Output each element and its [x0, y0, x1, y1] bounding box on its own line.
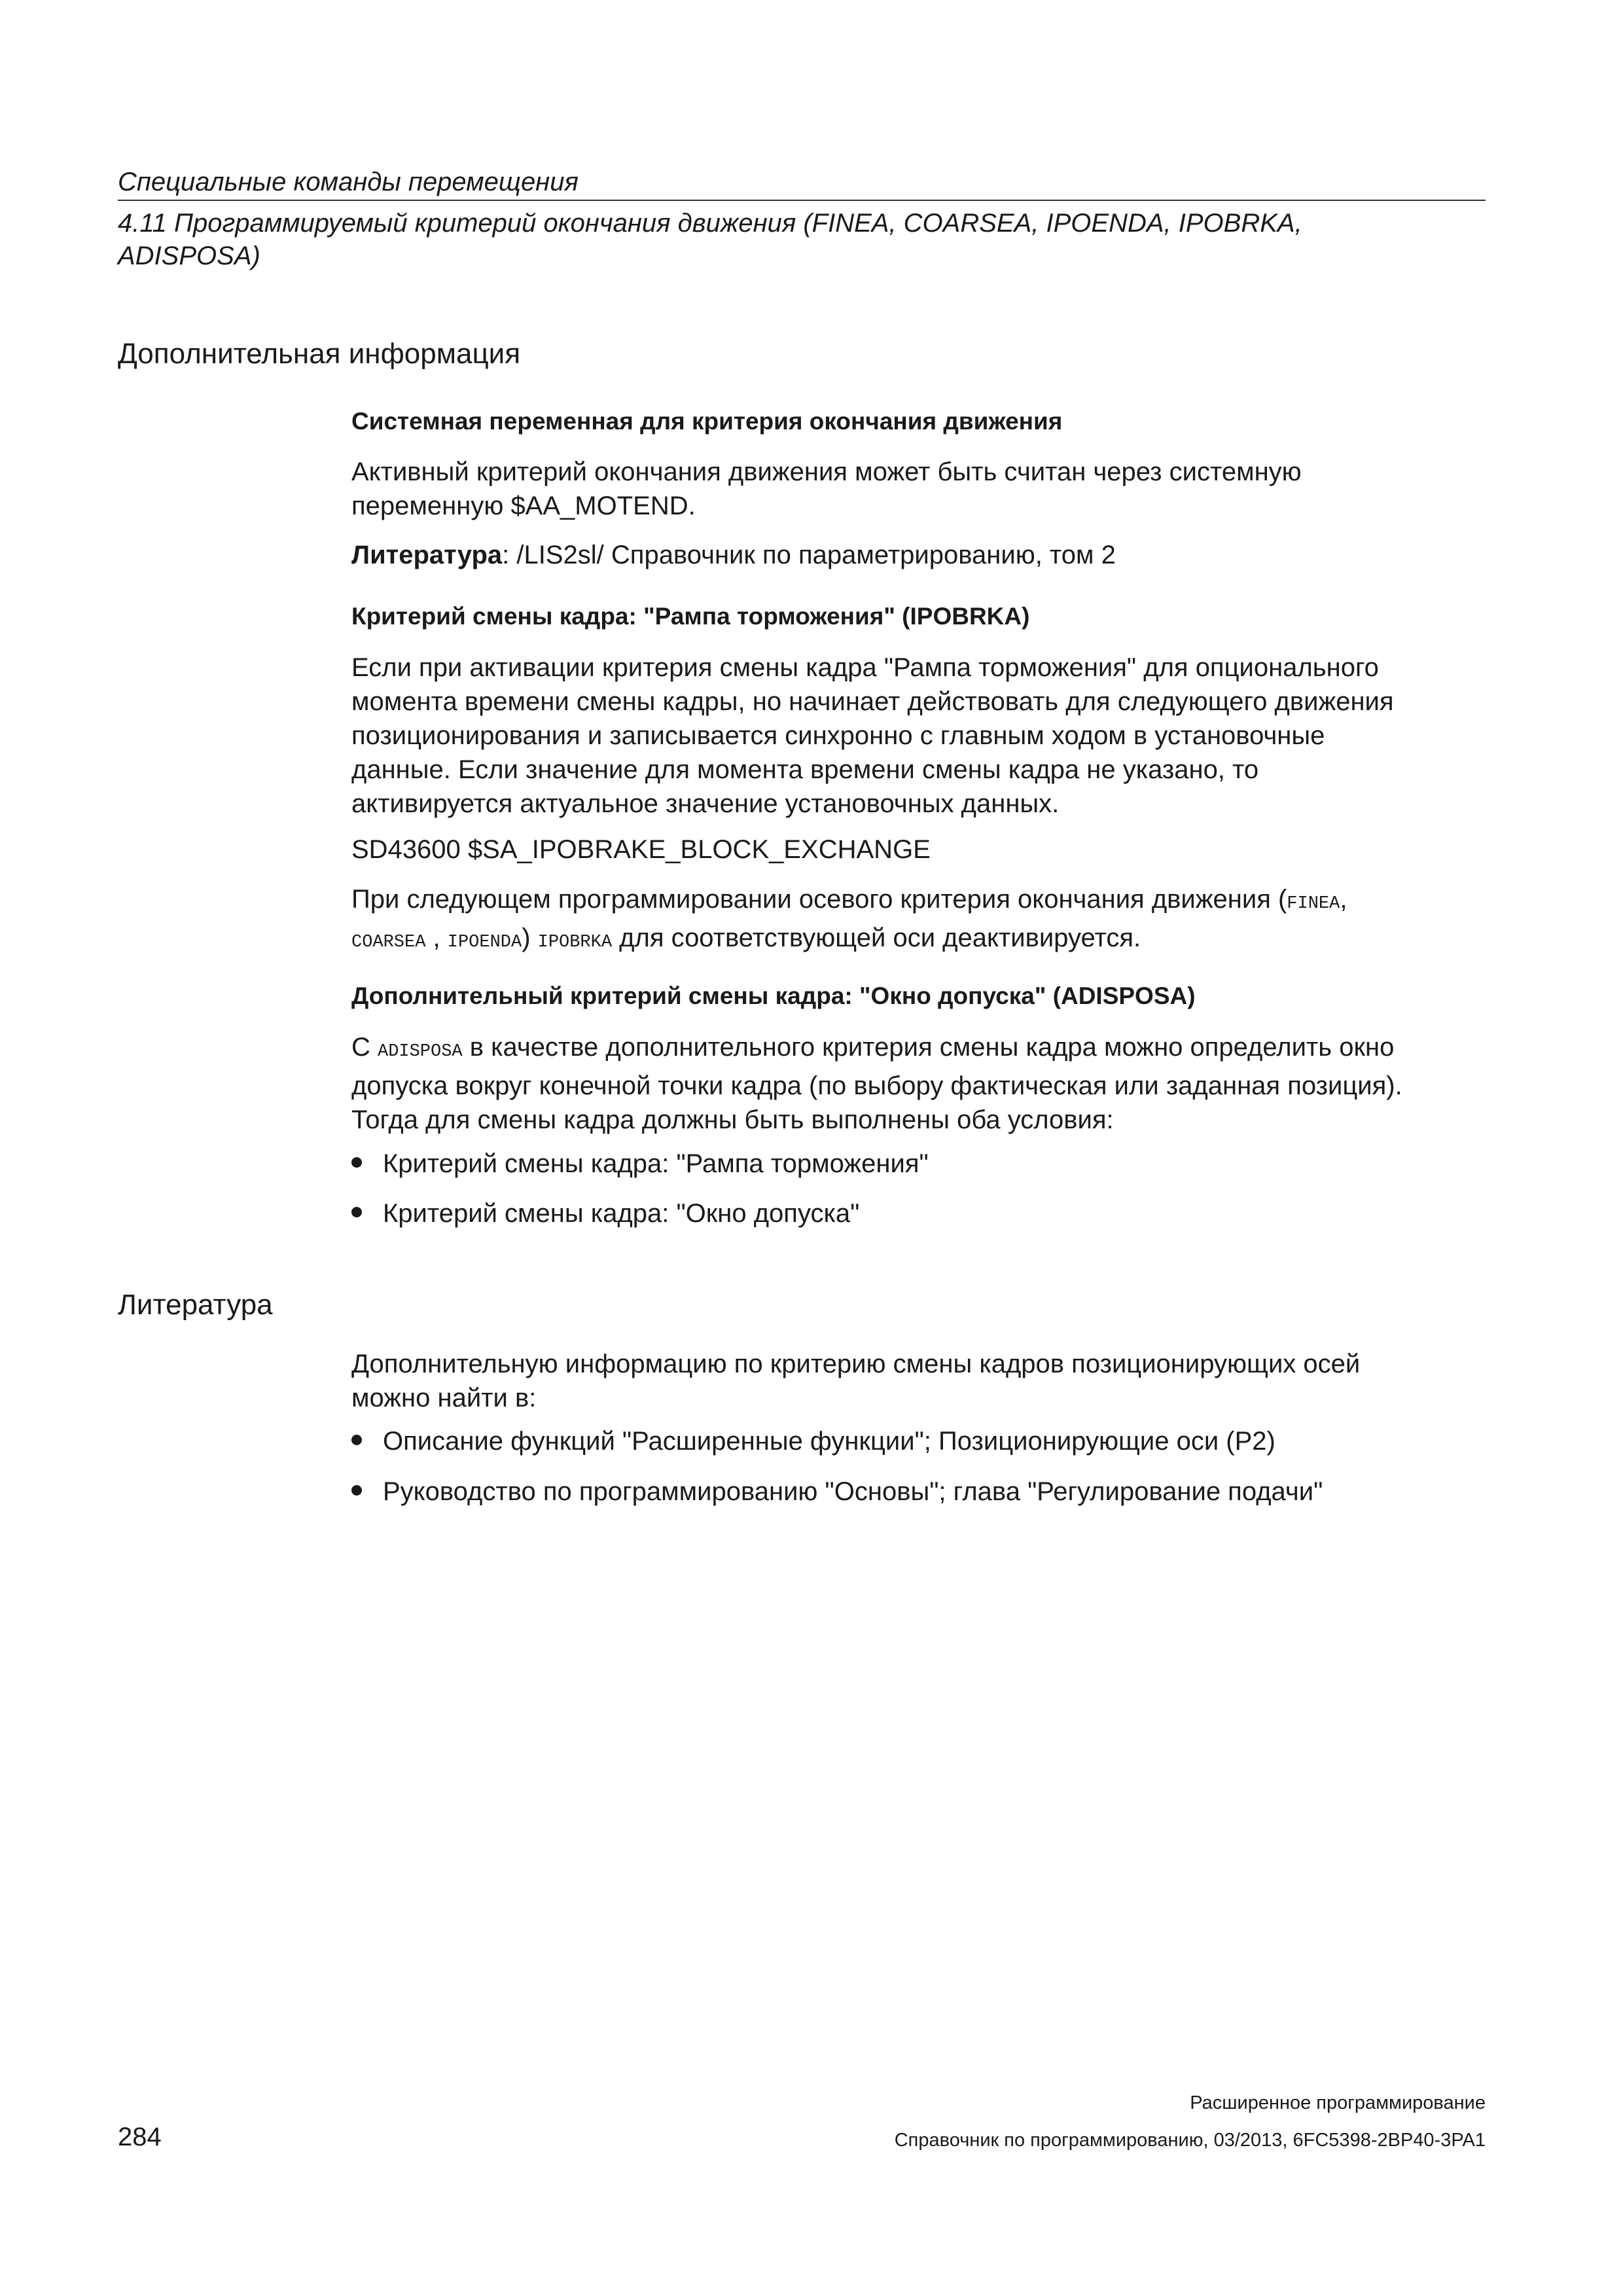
setting-data-line: SD43600 $SA_IPOBRAKE_BLOCK_EXCHANGE	[351, 835, 931, 864]
paragraph-line: активируется актуальное значение установочных данных.	[351, 789, 1060, 818]
code-coarsea: COARSEA	[351, 933, 426, 952]
header-rule	[118, 200, 1486, 201]
literature-text: : /LIS2sl/ Справочник по параметрированию, том 2	[502, 541, 1116, 569]
paragraph-deactivation	[351, 882, 1490, 960]
footer-book-details: Справочник по программированию, 03/2013, 6FC5398-2BP40-3PA1	[894, 2130, 1486, 2151]
bullet-icon	[351, 1485, 362, 1496]
paragraph-braking-ramp	[351, 651, 1490, 821]
bullet-icon	[351, 1157, 362, 1168]
paragraph-line: позиционирования и записывается синхронно с главным ходом в установочные	[351, 721, 1325, 750]
running-header-section-line1: 4.11 Программируемый критерий окончания движения (FINEA, COARSEA, IPOENDA, IPOBRKA,	[118, 209, 1302, 238]
bullet-icon	[351, 1207, 362, 1217]
paragraph-tolerance-window	[351, 1030, 1490, 1137]
code-adisposa: ADISPOSA	[378, 1042, 463, 1062]
list-item: Описание функций "Расширенные функции"; Позиционирующие оси (P2)	[351, 1424, 1275, 1458]
list-item: Критерий смены кадра: "Окно допуска"	[351, 1196, 859, 1230]
paragraph-line: Активный критерий окончания движения может быть считан через системную	[351, 457, 1302, 486]
page-number: 284	[118, 2123, 162, 2151]
paragraph-line: С ADISPOSA в качестве дополнительного критерия смены кадра можно определить окно	[351, 1033, 1395, 1062]
paragraph-line: Тогда для смены кадра должны быть выполнены оба условия:	[351, 1105, 1114, 1134]
code-finea: FINEA	[1287, 894, 1340, 914]
paragraph-line: переменную $AA_MOTEND.	[351, 492, 696, 520]
paragraph-line: данные. Если значение для момента времени смены кадра не указано, то	[351, 755, 1259, 784]
section-title-additional-info: Дополнительная информация	[118, 338, 521, 370]
paragraph-literature-intro	[351, 1347, 1490, 1415]
subsection-title-system-variable: Системная переменная для критерия окончания движения	[351, 408, 1063, 435]
paragraph-line: можно найти в:	[351, 1384, 537, 1412]
running-header-section-line2: ADISPOSA)	[118, 242, 260, 270]
paragraph-system-variable	[351, 455, 1490, 523]
paragraph-line: Дополнительную информацию по критерию смены кадров позиционирующих осей	[351, 1350, 1361, 1378]
paragraph-line: момента времени смены кадры, но начинает действовать для следующего движения	[351, 687, 1394, 716]
subsection-title-braking-ramp: Критерий смены кадра: "Рампа торможения" (IPOBRKA)	[351, 603, 1030, 630]
footer-book-title: Расширенное программирование	[1190, 2092, 1486, 2113]
bullet-icon	[351, 1435, 362, 1445]
code-ipobrka: IPOBRKA	[537, 933, 613, 952]
subsection-title-tolerance-window: Дополнительный критерий смены кадра: "Окно допуска" (ADISPOSA)	[351, 982, 1196, 1009]
paragraph-line: допуска вокруг конечной точки кадра (по выбору фактическая или заданная позиция).	[351, 1071, 1402, 1100]
list-item: Критерий смены кадра: "Рампа торможения"	[351, 1147, 929, 1181]
code-ipoenda: IPOENDA	[447, 933, 522, 952]
running-header-chapter: Специальные команды перемещения	[118, 168, 579, 196]
paragraph-line: Если при активации критерия смены кадра "Рампа торможения" для опционального	[351, 653, 1379, 682]
paragraph-line: COARSEA , IPOENDA) IPOBRKA для соответствующей оси деактивируется.	[351, 924, 1141, 952]
paragraph-line: При следующем программировании осевого критерия окончания движения (FINEA,	[351, 885, 1347, 914]
literature-reference	[351, 538, 1490, 572]
literature-label: Литература	[351, 541, 503, 569]
section-title-literature: Литература	[118, 1289, 273, 1321]
list-item: Руководство по программированию "Основы"; глава "Регулирование подачи"	[351, 1475, 1323, 1509]
